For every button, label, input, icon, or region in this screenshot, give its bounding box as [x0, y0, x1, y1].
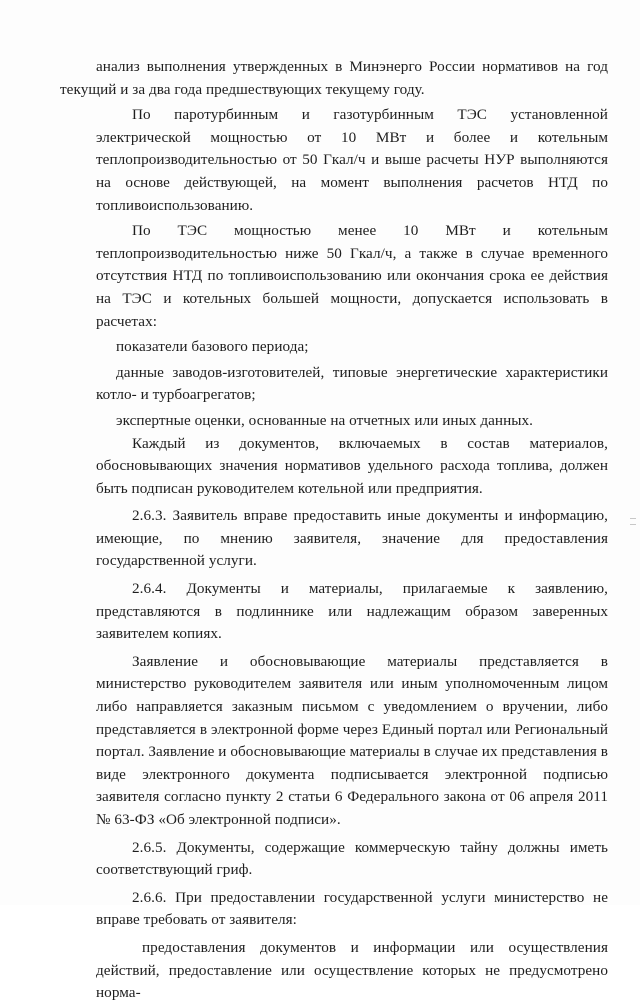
list-item-base-period: показатели базового периода;	[116, 338, 309, 356]
list-item-expert-estimates: экспертные оценки, основанные на отчетных или иных данных.	[116, 411, 533, 429]
paragraph-2-6-4: 2.6.4. Документы и материалы, прилагаемые к заявлению, представляются в подлиннике или надлежащим образом заверенных заявителем копиях.	[96, 580, 608, 643]
paragraph-signature-requirement: Каждый из документов, включаемых в состав материалов, обосновывающих значения нормативов удельного расхода топлива, должен быть подписан руководителем котельной или предприятия.	[96, 434, 608, 497]
paragraph-submission: Заявление и обосновывающие материалы представляется в министерство руководителем заявителя или иным уполномоченным лицом либо направляется заказным письмом с уведомлением о вручении, либо представляется в электронной форме через Единый портал или Региональный портал. Заявление и обосновывающие материалы в случае их представления в виде электронного документа подписывается электронной подписью заявителя согласно пункту 2 статьи 6 Федерального закона от 06 апреля 2011 № 63-ФЗ «Об электронной подписи».	[96, 652, 608, 828]
list-item-manufacturer-data: данные заводов-изготовителей, типовые энергетические характеристики котло- и турбоагрегатов;	[96, 363, 608, 404]
paragraph-normatives-analysis: анализ выполнения утвержденных в Минэнерго России нормативов на год текущий и за два года предшествующих текущему году.	[60, 58, 608, 98]
scan-artifact	[630, 518, 636, 519]
paragraph-large-plants: По паротурбинным и газотурбинным ТЭС установленной электрической мощностью от 10 МВт и более и котельным теплопроизводительностью от 50 Гкал/ч и выше расчеты НУР выполняются на основе действующей, на момент выполнения расчетов НТД по топливоиспользованию.	[96, 106, 608, 214]
paragraph-small-plants: По ТЭС мощностью менее 10 МВт и котельным теплопроизводительностью ниже 50 Гкал/ч, а также в случае временного отсутствия НТД по топливоиспользованию или окончания срока ее действия на ТЭС и котельных большей мощности, допускается использовать в расчетах:	[96, 222, 608, 330]
paragraph-prohibited-requirements: предоставления документов и информации или осуществления действий, предоставление или осуществление которых не предусмотрено норма-	[96, 938, 608, 1002]
paragraph-2-6-3: 2.6.3. Заявитель вправе предоставить иные документы и информацию, имеющие, по мнению заявителя, значение для предоставления государственной услуги.	[96, 507, 608, 570]
paragraph-2-6-6: 2.6.6. При предоставлении государственной услуги министерство не вправе требовать от заявителя:	[96, 888, 608, 929]
scan-artifact	[630, 524, 636, 525]
document-text	[60, 56, 608, 1005]
paragraph-2-6-5: 2.6.5. Документы, содержащие коммерческую тайну должны иметь соответствующий гриф.	[96, 838, 608, 879]
